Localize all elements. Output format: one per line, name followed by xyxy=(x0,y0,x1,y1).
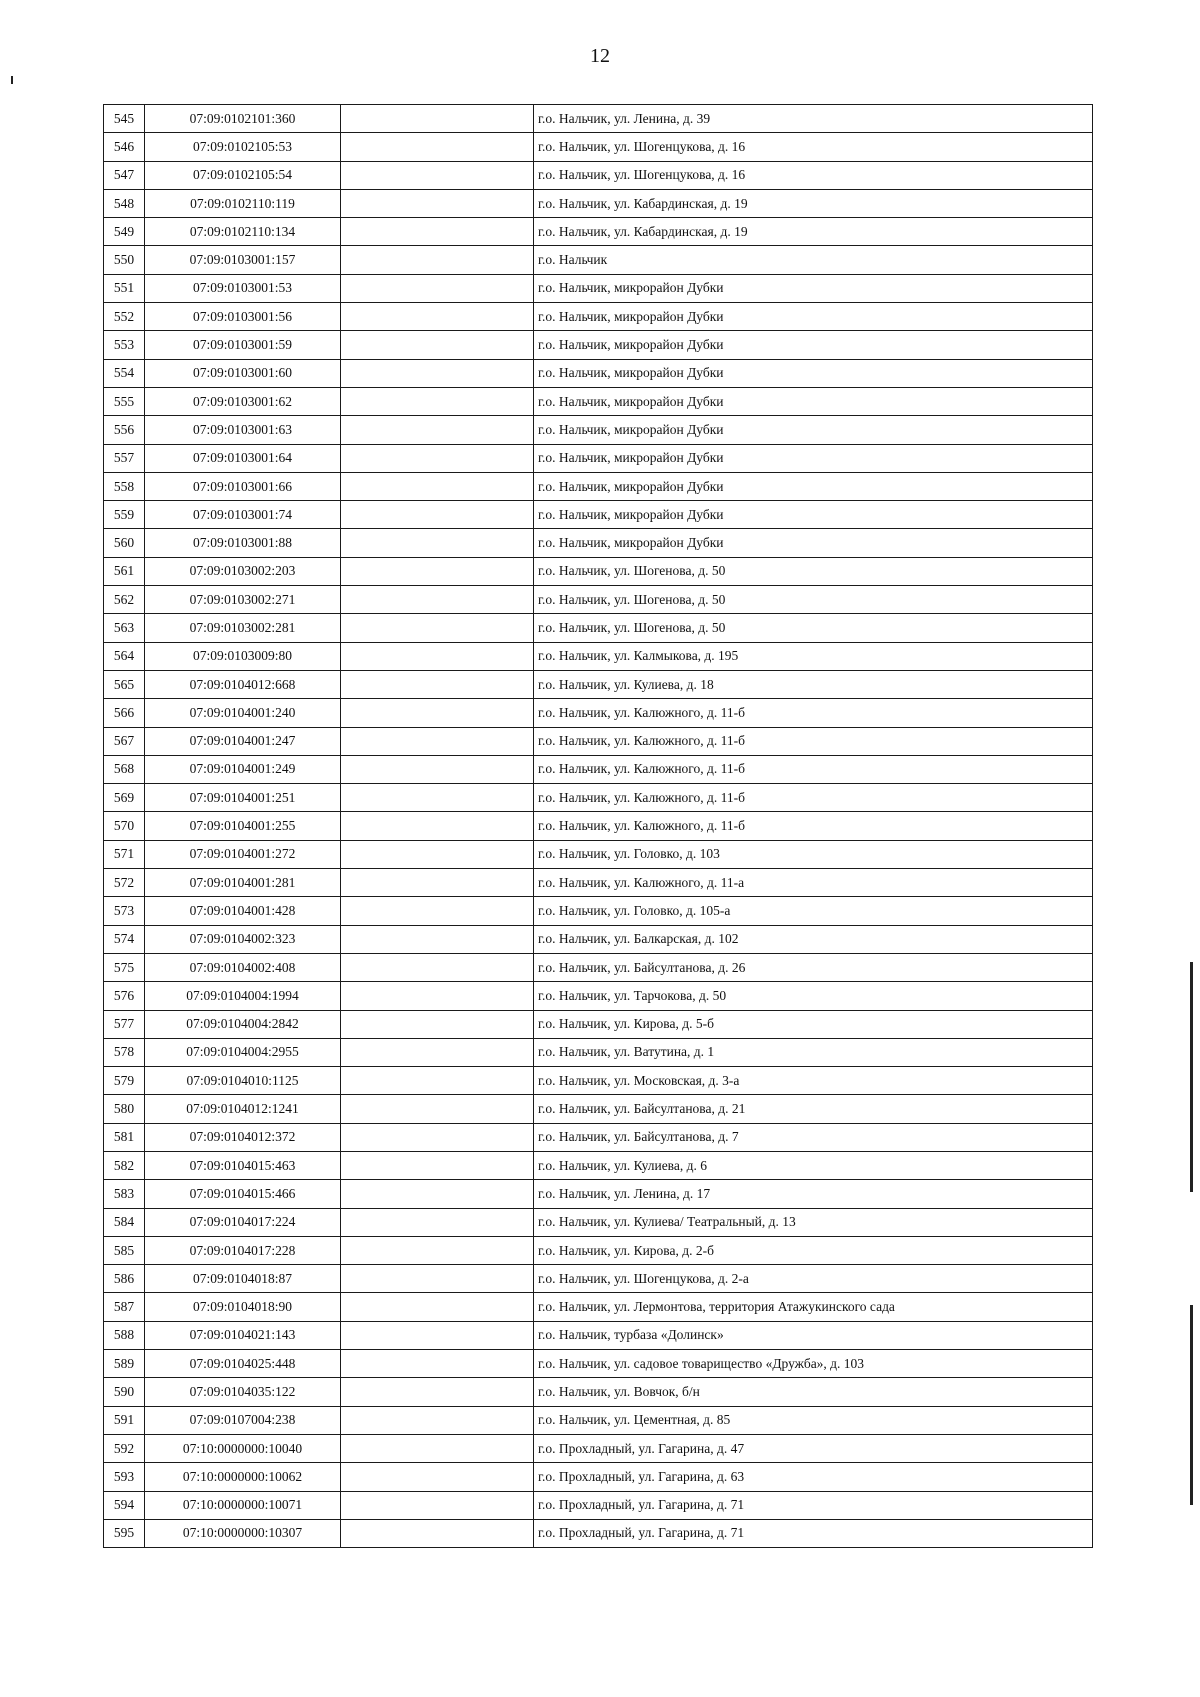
empty-cell xyxy=(341,444,534,472)
cadastral-number-cell: 07:09:0103001:66 xyxy=(145,472,341,500)
row-number-cell: 567 xyxy=(104,727,145,755)
empty-cell xyxy=(341,218,534,246)
address-cell: г.о. Нальчик, ул. Кулиева/ Театральный, д. 13 xyxy=(534,1208,1093,1236)
cadastral-number-cell: 07:09:0104012:372 xyxy=(145,1123,341,1151)
cadastral-number-cell: 07:09:0103001:64 xyxy=(145,444,341,472)
empty-cell xyxy=(341,1038,534,1066)
address-cell: г.о. Прохладный, ул. Гагарина, д. 47 xyxy=(534,1434,1093,1462)
address-cell: г.о. Нальчик, ул. Байсултанова, д. 21 xyxy=(534,1095,1093,1123)
cadastral-number-cell: 07:09:0103001:59 xyxy=(145,331,341,359)
table-row xyxy=(104,359,1093,387)
empty-cell xyxy=(341,1208,534,1236)
table-row xyxy=(104,274,1093,302)
row-number-cell: 591 xyxy=(104,1406,145,1434)
address-cell: г.о. Нальчик, ул. Шогенова, д. 50 xyxy=(534,614,1093,642)
table-row xyxy=(104,755,1093,783)
table-row xyxy=(104,1265,1093,1293)
table-row xyxy=(104,1434,1093,1462)
cadastral-number-cell: 07:10:0000000:10071 xyxy=(145,1491,341,1519)
cadastral-number-cell: 07:09:0104001:281 xyxy=(145,869,341,897)
address-cell: г.о. Прохладный, ул. Гагарина, д. 71 xyxy=(534,1491,1093,1519)
table-row xyxy=(104,953,1093,981)
address-cell: г.о. Нальчик, микрорайон Дубки xyxy=(534,387,1093,415)
address-cell: г.о. Нальчик, ул. Шогенцукова, д. 16 xyxy=(534,133,1093,161)
cadastral-number-cell: 07:09:0103001:88 xyxy=(145,529,341,557)
row-number-cell: 549 xyxy=(104,218,145,246)
address-cell: г.о. Нальчик, ул. Калюжного, д. 11-б xyxy=(534,699,1093,727)
table-row xyxy=(104,331,1093,359)
empty-cell xyxy=(341,1236,534,1264)
address-cell: г.о. Нальчик, ул. Шогенцукова, д. 16 xyxy=(534,161,1093,189)
table-row xyxy=(104,642,1093,670)
address-cell: г.о. Нальчик, ул. Кабардинская, д. 19 xyxy=(534,218,1093,246)
cadastral-number-cell: 07:09:0102110:119 xyxy=(145,189,341,217)
cadastral-number-cell: 07:09:0103001:53 xyxy=(145,274,341,302)
page-number: 12 xyxy=(590,45,610,67)
empty-cell xyxy=(341,897,534,925)
row-number-cell: 569 xyxy=(104,784,145,812)
cadastral-number-cell: 07:09:0104018:87 xyxy=(145,1265,341,1293)
table-row xyxy=(104,1378,1093,1406)
address-cell: г.о. Нальчик xyxy=(534,246,1093,274)
table-row xyxy=(104,133,1093,161)
empty-cell xyxy=(341,161,534,189)
scan-mark-left xyxy=(11,76,13,84)
table-row xyxy=(104,670,1093,698)
row-number-cell: 545 xyxy=(104,105,145,133)
address-cell: г.о. Нальчик, ул. Калюжного, д. 11-б xyxy=(534,784,1093,812)
address-cell: г.о. Прохладный, ул. Гагарина, д. 63 xyxy=(534,1463,1093,1491)
address-cell: г.о. Нальчик, ул. Байсултанова, д. 26 xyxy=(534,953,1093,981)
empty-cell xyxy=(341,1321,534,1349)
address-cell: г.о. Нальчик, ул. Калюжного, д. 11-б xyxy=(534,727,1093,755)
cadastral-number-cell: 07:10:0000000:10307 xyxy=(145,1519,341,1547)
empty-cell xyxy=(341,727,534,755)
row-number-cell: 554 xyxy=(104,359,145,387)
address-cell: г.о. Нальчик, микрорайон Дубки xyxy=(534,529,1093,557)
table-row xyxy=(104,1180,1093,1208)
cadastral-number-cell: 07:09:0104015:463 xyxy=(145,1151,341,1179)
empty-cell xyxy=(341,670,534,698)
row-number-cell: 593 xyxy=(104,1463,145,1491)
row-number-cell: 585 xyxy=(104,1236,145,1264)
address-cell: г.о. Нальчик, ул. Лермонтова, территория Атажукинского сада xyxy=(534,1293,1093,1321)
address-cell: г.о. Нальчик, ул. Шогенова, д. 50 xyxy=(534,557,1093,585)
address-cell: г.о. Нальчик, ул. Цементная, д. 85 xyxy=(534,1406,1093,1434)
table-row xyxy=(104,387,1093,415)
cadastral-number-cell: 07:09:0102105:53 xyxy=(145,133,341,161)
empty-cell xyxy=(341,1406,534,1434)
table-row xyxy=(104,557,1093,585)
row-number-cell: 584 xyxy=(104,1208,145,1236)
row-number-cell: 579 xyxy=(104,1067,145,1095)
row-number-cell: 576 xyxy=(104,982,145,1010)
row-number-cell: 552 xyxy=(104,303,145,331)
address-cell: г.о. Нальчик, микрорайон Дубки xyxy=(534,444,1093,472)
row-number-cell: 568 xyxy=(104,755,145,783)
empty-cell xyxy=(341,529,534,557)
cadastral-number-cell: 07:10:0000000:10062 xyxy=(145,1463,341,1491)
cadastral-number-cell: 07:09:0104001:240 xyxy=(145,699,341,727)
empty-cell xyxy=(341,1123,534,1151)
table-row xyxy=(104,161,1093,189)
cadastral-number-cell: 07:09:0103002:271 xyxy=(145,586,341,614)
row-number-cell: 553 xyxy=(104,331,145,359)
row-number-cell: 595 xyxy=(104,1519,145,1547)
cadastral-number-cell: 07:09:0104004:2955 xyxy=(145,1038,341,1066)
address-cell: г.о. Нальчик, микрорайон Дубки xyxy=(534,331,1093,359)
address-cell: г.о. Прохладный, ул. Гагарина, д. 71 xyxy=(534,1519,1093,1547)
cadastral-number-cell: 07:09:0104001:249 xyxy=(145,755,341,783)
table-row xyxy=(104,727,1093,755)
row-number-cell: 577 xyxy=(104,1010,145,1038)
registry-table xyxy=(103,104,1093,1548)
row-number-cell: 580 xyxy=(104,1095,145,1123)
empty-cell xyxy=(341,953,534,981)
cadastral-number-cell: 07:09:0104015:466 xyxy=(145,1180,341,1208)
table-row xyxy=(104,869,1093,897)
table-row xyxy=(104,105,1093,133)
row-number-cell: 555 xyxy=(104,387,145,415)
empty-cell xyxy=(341,1293,534,1321)
cadastral-number-cell: 07:09:0107004:238 xyxy=(145,1406,341,1434)
address-cell: г.о. Нальчик, ул. Калюжного, д. 11-б xyxy=(534,755,1093,783)
row-number-cell: 578 xyxy=(104,1038,145,1066)
row-number-cell: 587 xyxy=(104,1293,145,1321)
cadastral-number-cell: 07:09:0104012:668 xyxy=(145,670,341,698)
cadastral-number-cell: 07:09:0104001:255 xyxy=(145,812,341,840)
cadastral-number-cell: 07:09:0104004:2842 xyxy=(145,1010,341,1038)
address-cell: г.о. Нальчик, ул. Байсултанова, д. 7 xyxy=(534,1123,1093,1151)
empty-cell xyxy=(341,557,534,585)
cadastral-number-cell: 07:09:0102105:54 xyxy=(145,161,341,189)
empty-cell xyxy=(341,1010,534,1038)
cadastral-number-cell: 07:09:0102101:360 xyxy=(145,105,341,133)
address-cell: г.о. Нальчик, микрорайон Дубки xyxy=(534,501,1093,529)
empty-cell xyxy=(341,812,534,840)
table-row xyxy=(104,1350,1093,1378)
row-number-cell: 550 xyxy=(104,246,145,274)
address-cell: г.о. Нальчик, ул. Тарчокова, д. 50 xyxy=(534,982,1093,1010)
table-row xyxy=(104,1208,1093,1236)
cadastral-number-cell: 07:09:0104001:251 xyxy=(145,784,341,812)
row-number-cell: 556 xyxy=(104,416,145,444)
table-row xyxy=(104,1236,1093,1264)
table-row xyxy=(104,189,1093,217)
address-cell: г.о. Нальчик, ул. Кулиева, д. 6 xyxy=(534,1151,1093,1179)
table-row xyxy=(104,1491,1093,1519)
row-number-cell: 572 xyxy=(104,869,145,897)
cadastral-number-cell: 07:09:0104021:143 xyxy=(145,1321,341,1349)
empty-cell xyxy=(341,642,534,670)
empty-cell xyxy=(341,1378,534,1406)
address-cell: г.о. Нальчик, микрорайон Дубки xyxy=(534,303,1093,331)
address-cell: г.о. Нальчик, ул. Кабардинская, д. 19 xyxy=(534,189,1093,217)
table-row xyxy=(104,1010,1093,1038)
empty-cell xyxy=(341,189,534,217)
table-row xyxy=(104,1293,1093,1321)
cadastral-number-cell: 07:09:0104002:408 xyxy=(145,953,341,981)
empty-cell xyxy=(341,416,534,444)
empty-cell xyxy=(341,246,534,274)
table-row xyxy=(104,303,1093,331)
empty-cell xyxy=(341,303,534,331)
row-number-cell: 558 xyxy=(104,472,145,500)
row-number-cell: 586 xyxy=(104,1265,145,1293)
empty-cell xyxy=(341,274,534,302)
address-cell: г.о. Нальчик, ул. Калюжного, д. 11-а xyxy=(534,869,1093,897)
table-row xyxy=(104,1463,1093,1491)
table-row xyxy=(104,699,1093,727)
cadastral-number-cell: 07:09:0103001:74 xyxy=(145,501,341,529)
row-number-cell: 563 xyxy=(104,614,145,642)
cadastral-number-cell: 07:09:0104035:122 xyxy=(145,1378,341,1406)
empty-cell xyxy=(341,755,534,783)
table-row xyxy=(104,897,1093,925)
table-row xyxy=(104,614,1093,642)
table-row xyxy=(104,1067,1093,1095)
cadastral-number-cell: 07:09:0104001:428 xyxy=(145,897,341,925)
table-row xyxy=(104,925,1093,953)
row-number-cell: 559 xyxy=(104,501,145,529)
empty-cell xyxy=(341,1180,534,1208)
row-number-cell: 589 xyxy=(104,1350,145,1378)
table-row xyxy=(104,416,1093,444)
cadastral-number-cell: 07:09:0104017:224 xyxy=(145,1208,341,1236)
row-number-cell: 564 xyxy=(104,642,145,670)
address-cell: г.о. Нальчик, ул. садовое товарищество «Дружба», д. 103 xyxy=(534,1350,1093,1378)
address-cell: г.о. Нальчик, ул. Шогенова, д. 50 xyxy=(534,586,1093,614)
cadastral-number-cell: 07:09:0103002:281 xyxy=(145,614,341,642)
empty-cell xyxy=(341,840,534,868)
table-row xyxy=(104,1519,1093,1547)
cadastral-number-cell: 07:09:0103009:80 xyxy=(145,642,341,670)
row-number-cell: 548 xyxy=(104,189,145,217)
cadastral-number-cell: 07:09:0104010:1125 xyxy=(145,1067,341,1095)
cadastral-number-cell: 07:09:0103001:60 xyxy=(145,359,341,387)
registry-table-body xyxy=(104,105,1093,1548)
empty-cell xyxy=(341,699,534,727)
empty-cell xyxy=(341,501,534,529)
cadastral-number-cell: 07:09:0104001:272 xyxy=(145,840,341,868)
cadastral-number-cell: 07:09:0102110:134 xyxy=(145,218,341,246)
row-number-cell: 570 xyxy=(104,812,145,840)
cadastral-number-cell: 07:09:0104012:1241 xyxy=(145,1095,341,1123)
address-cell: г.о. Нальчик, микрорайон Дубки xyxy=(534,274,1093,302)
table-row xyxy=(104,784,1093,812)
table-row xyxy=(104,1321,1093,1349)
address-cell: г.о. Нальчик, ул. Кулиева, д. 18 xyxy=(534,670,1093,698)
cadastral-number-cell: 07:09:0104004:1994 xyxy=(145,982,341,1010)
empty-cell xyxy=(341,133,534,161)
address-cell: г.о. Нальчик, ул. Кирова, д. 5-б xyxy=(534,1010,1093,1038)
address-cell: г.о. Нальчик, ул. Ленина, д. 17 xyxy=(534,1180,1093,1208)
address-cell: г.о. Нальчик, ул. Балкарская, д. 102 xyxy=(534,925,1093,953)
row-number-cell: 561 xyxy=(104,557,145,585)
row-number-cell: 571 xyxy=(104,840,145,868)
cadastral-number-cell: 07:09:0104025:448 xyxy=(145,1350,341,1378)
empty-cell xyxy=(341,1095,534,1123)
address-cell: г.о. Нальчик, ул. Вовчок, б/н xyxy=(534,1378,1093,1406)
empty-cell xyxy=(341,925,534,953)
scan-mark-right-upper xyxy=(1190,962,1193,1192)
address-cell: г.о. Нальчик, микрорайон Дубки xyxy=(534,472,1093,500)
row-number-cell: 547 xyxy=(104,161,145,189)
row-number-cell: 560 xyxy=(104,529,145,557)
table-row xyxy=(104,472,1093,500)
table-row xyxy=(104,1123,1093,1151)
scan-mark-right-lower xyxy=(1190,1305,1193,1505)
empty-cell xyxy=(341,1350,534,1378)
row-number-cell: 574 xyxy=(104,925,145,953)
empty-cell xyxy=(341,1434,534,1462)
empty-cell xyxy=(341,614,534,642)
address-cell: г.о. Нальчик, ул. Головко, д. 103 xyxy=(534,840,1093,868)
empty-cell xyxy=(341,1151,534,1179)
row-number-cell: 590 xyxy=(104,1378,145,1406)
address-cell: г.о. Нальчик, микрорайон Дубки xyxy=(534,416,1093,444)
table-row xyxy=(104,1095,1093,1123)
empty-cell xyxy=(341,586,534,614)
table-row xyxy=(104,529,1093,557)
table-row xyxy=(104,1151,1093,1179)
empty-cell xyxy=(341,1265,534,1293)
table-row xyxy=(104,812,1093,840)
cadastral-number-cell: 07:09:0104018:90 xyxy=(145,1293,341,1321)
cadastral-number-cell: 07:09:0103001:56 xyxy=(145,303,341,331)
empty-cell xyxy=(341,331,534,359)
row-number-cell: 594 xyxy=(104,1491,145,1519)
address-cell: г.о. Нальчик, ул. Ватутина, д. 1 xyxy=(534,1038,1093,1066)
table-row xyxy=(104,840,1093,868)
row-number-cell: 546 xyxy=(104,133,145,161)
address-cell: г.о. Нальчик, турбаза «Долинск» xyxy=(534,1321,1093,1349)
empty-cell xyxy=(341,359,534,387)
row-number-cell: 566 xyxy=(104,699,145,727)
row-number-cell: 551 xyxy=(104,274,145,302)
address-cell: г.о. Нальчик, ул. Кирова, д. 2-б xyxy=(534,1236,1093,1264)
address-cell: г.о. Нальчик, ул. Шогенцукова, д. 2-а xyxy=(534,1265,1093,1293)
cadastral-number-cell: 07:10:0000000:10040 xyxy=(145,1434,341,1462)
address-cell: г.о. Нальчик, ул. Московская, д. 3-а xyxy=(534,1067,1093,1095)
table-row xyxy=(104,444,1093,472)
row-number-cell: 588 xyxy=(104,1321,145,1349)
empty-cell xyxy=(341,1519,534,1547)
table-row xyxy=(104,501,1093,529)
address-cell: г.о. Нальчик, ул. Калюжного, д. 11-б xyxy=(534,812,1093,840)
row-number-cell: 582 xyxy=(104,1151,145,1179)
table-row xyxy=(104,246,1093,274)
address-cell: г.о. Нальчик, ул. Головко, д. 105-а xyxy=(534,897,1093,925)
row-number-cell: 592 xyxy=(104,1434,145,1462)
table-row xyxy=(104,586,1093,614)
row-number-cell: 583 xyxy=(104,1180,145,1208)
empty-cell xyxy=(341,869,534,897)
cadastral-number-cell: 07:09:0103001:63 xyxy=(145,416,341,444)
empty-cell xyxy=(341,387,534,415)
cadastral-number-cell: 07:09:0104017:228 xyxy=(145,1236,341,1264)
table-row xyxy=(104,1406,1093,1434)
row-number-cell: 562 xyxy=(104,586,145,614)
empty-cell xyxy=(341,784,534,812)
cadastral-number-cell: 07:09:0103002:203 xyxy=(145,557,341,585)
empty-cell xyxy=(341,105,534,133)
row-number-cell: 581 xyxy=(104,1123,145,1151)
table-row xyxy=(104,218,1093,246)
cadastral-number-cell: 07:09:0103001:157 xyxy=(145,246,341,274)
empty-cell xyxy=(341,1491,534,1519)
empty-cell xyxy=(341,1463,534,1491)
table-row xyxy=(104,1038,1093,1066)
row-number-cell: 565 xyxy=(104,670,145,698)
empty-cell xyxy=(341,982,534,1010)
address-cell: г.о. Нальчик, ул. Калмыкова, д. 195 xyxy=(534,642,1093,670)
cadastral-number-cell: 07:09:0103001:62 xyxy=(145,387,341,415)
cadastral-number-cell: 07:09:0104002:323 xyxy=(145,925,341,953)
row-number-cell: 573 xyxy=(104,897,145,925)
empty-cell xyxy=(341,1067,534,1095)
cadastral-number-cell: 07:09:0104001:247 xyxy=(145,727,341,755)
row-number-cell: 557 xyxy=(104,444,145,472)
address-cell: г.о. Нальчик, ул. Ленина, д. 39 xyxy=(534,105,1093,133)
empty-cell xyxy=(341,472,534,500)
address-cell: г.о. Нальчик, микрорайон Дубки xyxy=(534,359,1093,387)
table-row xyxy=(104,982,1093,1010)
row-number-cell: 575 xyxy=(104,953,145,981)
